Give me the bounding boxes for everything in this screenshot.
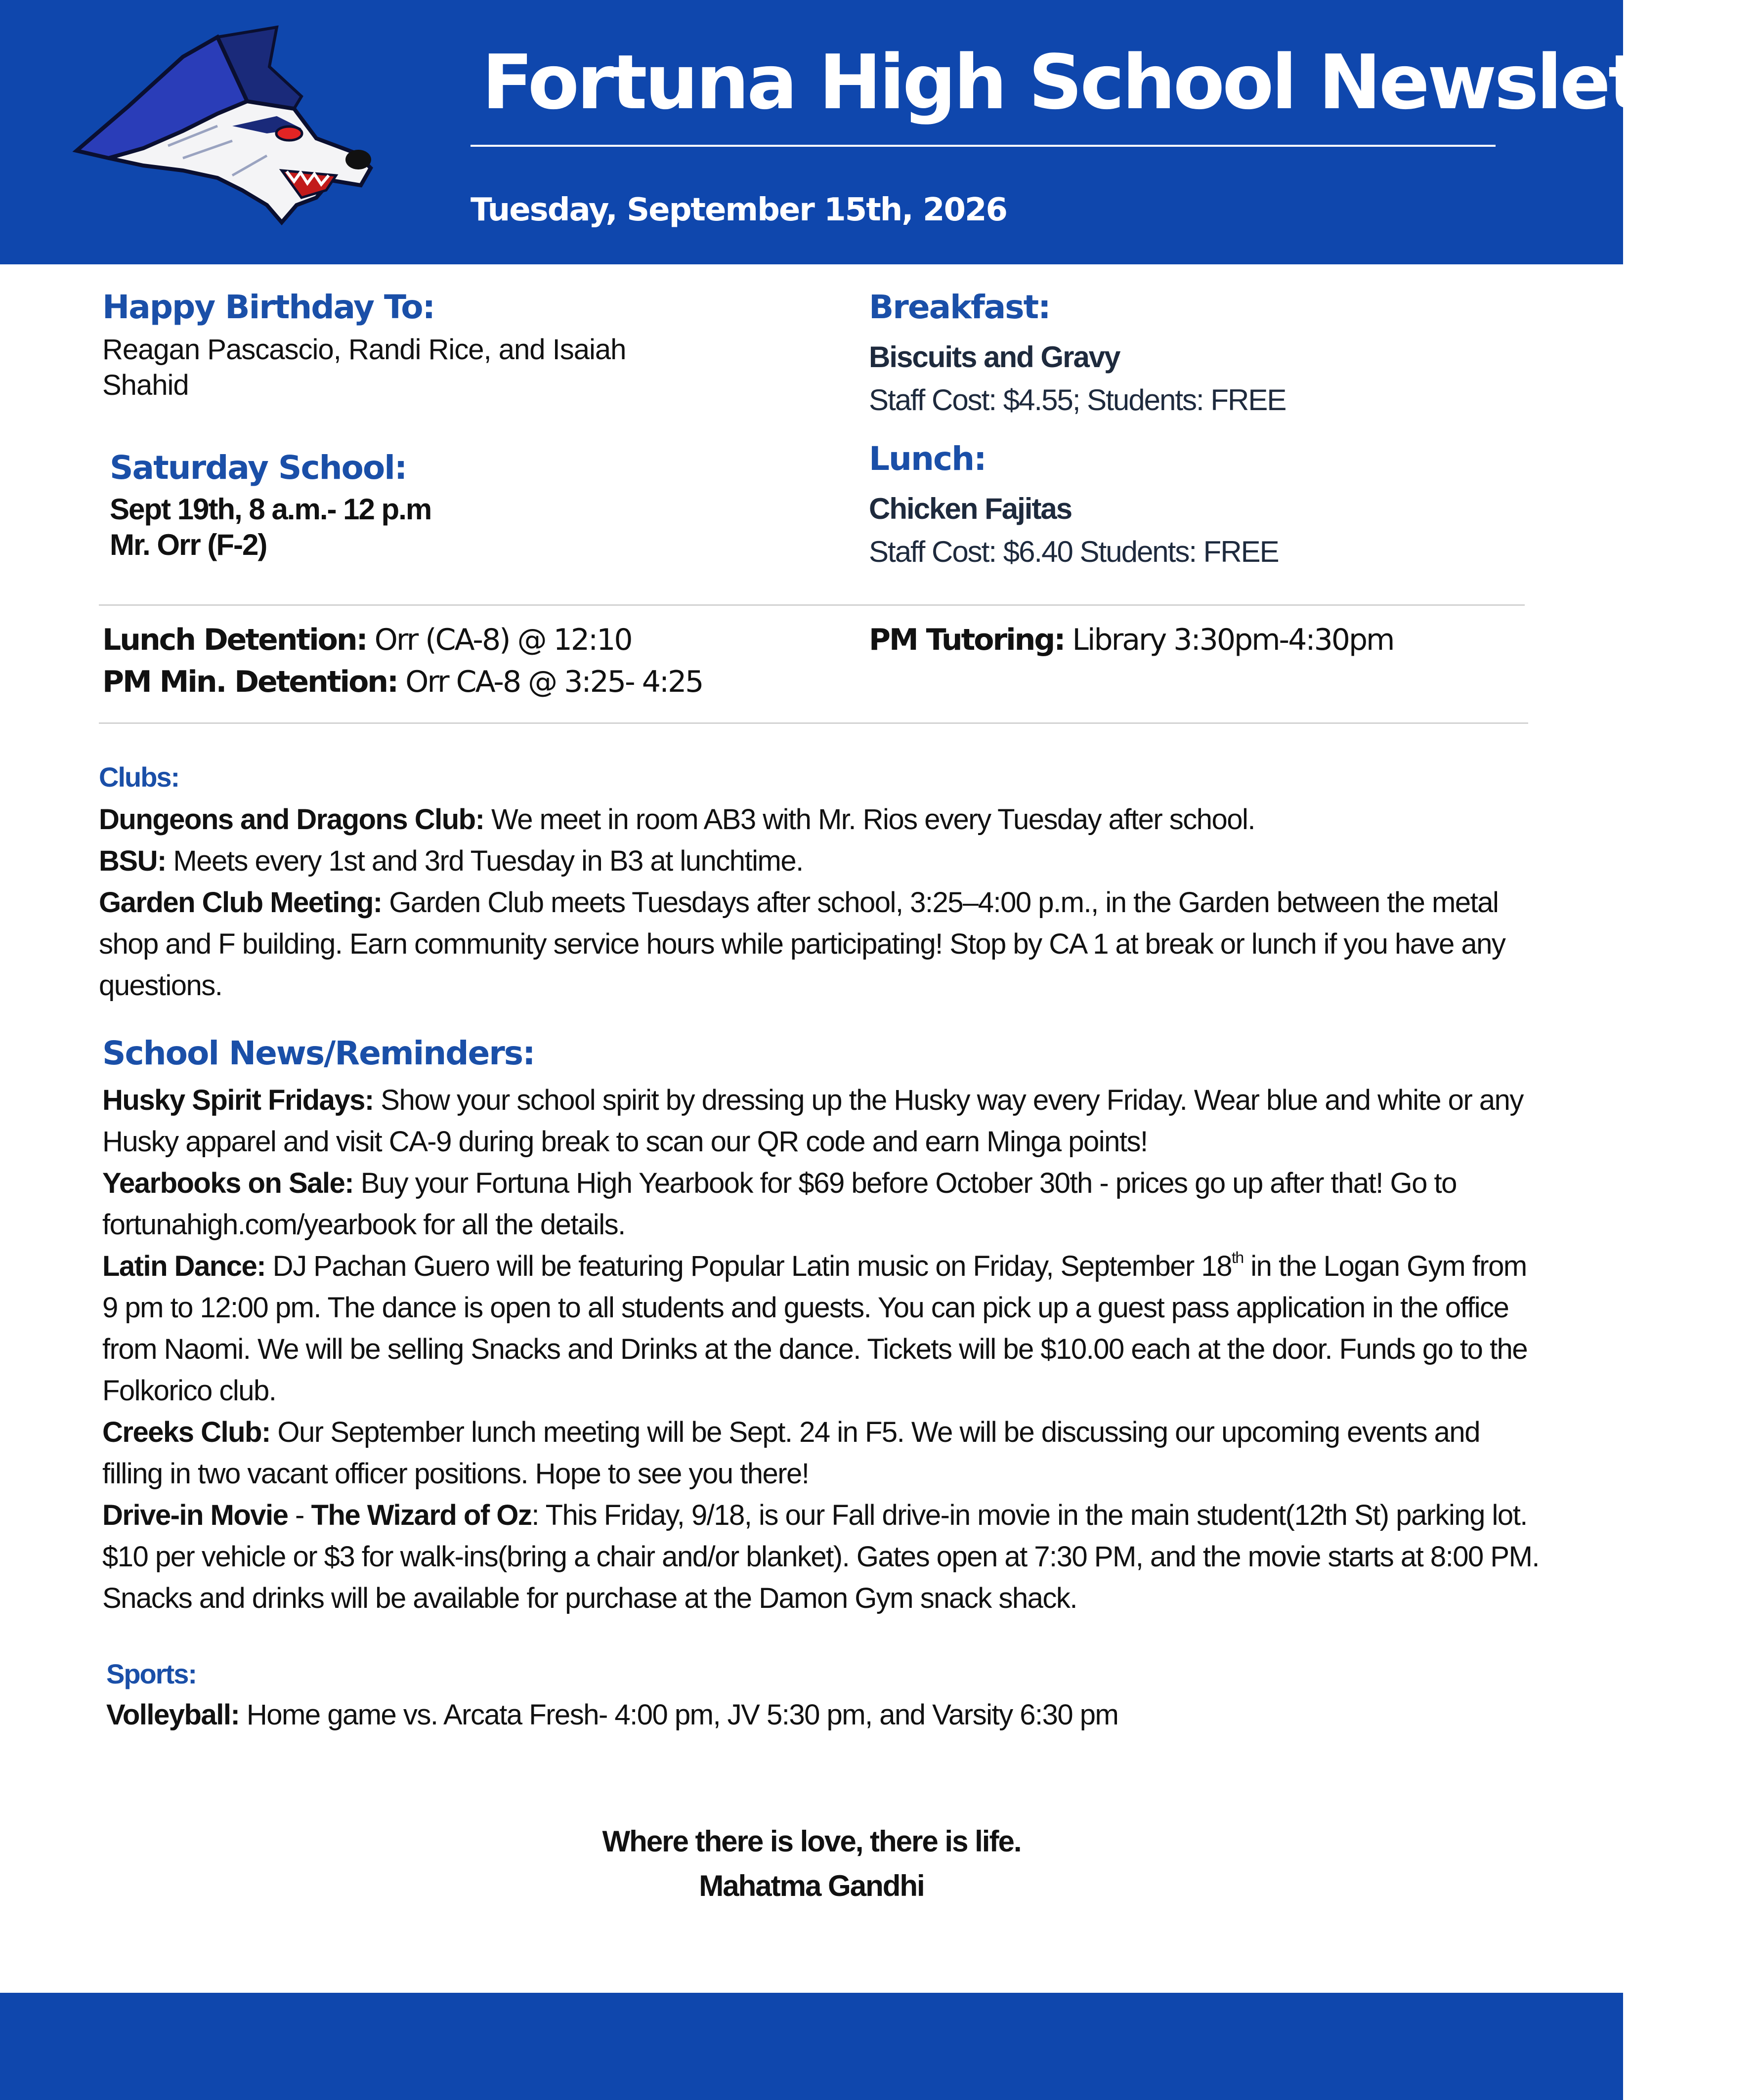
header-banner [0, 0, 1758, 264]
school-news-heading: School News/Reminders: [102, 1034, 535, 1072]
club-item-bsu [99, 840, 1542, 882]
news-text: Show your school spirit by dressing up the Husky way every Friday. Wear blue and white or any Husky apparel and visit CA-9 during break to scan our QR code and earn Minga points! [102, 1084, 1523, 1158]
saturday-school-time: Sept 19th, 8 a.m.- 12 p.m [110, 493, 431, 526]
sports-volleyball [106, 1698, 1118, 1731]
news-text: Buy your Fortuna High Yearbook for $69 before October 30th - prices go up after that! Go to fortunahigh.com/yearbook for all the details. [102, 1167, 1457, 1241]
news-item-movie [102, 1495, 1543, 1619]
birthday-names-line1: Reagan Pascascio, Randi Rice, and Isaiah [102, 334, 626, 366]
ordinal-suffix: th [1231, 1248, 1243, 1266]
title-divider [471, 145, 1496, 147]
sports-label: Volleyball: [106, 1699, 240, 1731]
club-label: Dungeons and Dragons Club: [99, 803, 484, 836]
quote-text: Where there is love, there is life. [602, 1825, 1021, 1858]
section-divider-bottom [99, 722, 1528, 724]
breakfast-item: Biscuits and Gravy [869, 340, 1120, 374]
club-item-garden [99, 882, 1542, 1007]
news-label: Yearbooks on Sale: [102, 1167, 354, 1199]
saturday-school-heading: Saturday School: [110, 449, 407, 487]
pm-tutoring-value: Library 3:30pm-4:30pm [1064, 623, 1394, 657]
clubs-heading: Clubs: [99, 761, 179, 793]
club-item-dnd [99, 799, 1542, 840]
news-item-latin-dance [102, 1246, 1543, 1412]
pm-detention-value: Orr CA-8 @ 3:25- 4:25 [397, 665, 703, 699]
footer-banner [0, 1993, 1623, 2100]
club-text: Garden Club meets Tuesdays after school, 3:25–4:00 p.m., in the Garden between the metal shop and F building. Earn community service hours while participating! Stop by CA 1 at break or lunch if you have any questions. [99, 886, 1505, 1002]
pm-min-detention [102, 665, 702, 699]
news-label: Creeks Club: [102, 1416, 270, 1448]
lunch-detention [102, 623, 632, 657]
section-divider-top [99, 604, 1525, 606]
news-text: DJ Pachan Guero will be featuring Popular Latin music on Friday, September 18 [265, 1250, 1232, 1282]
news-text: in the Logan Gym from 9 pm to 12:00 pm. The dance is open to all students and guests. You can pick up a guest pass application in the office from Naomi. We will be selling Snacks and Drinks at the dance. Tickets will be $10.00 each at the door. Funds go to the Folkorico club. [102, 1250, 1528, 1407]
saturday-school-teacher: Mr. Orr (F-2) [110, 528, 267, 561]
birthday-heading: Happy Birthday To: [102, 288, 435, 326]
sports-heading: Sports: [106, 1658, 196, 1689]
movie-title: The Wizard of Oz [311, 1499, 532, 1531]
news-label: Drive-in Movie [102, 1499, 288, 1531]
birthday-names-line2: Shahid [102, 369, 189, 401]
news-text: : This Friday, 9/18, is our Fall drive-in movie in the main student(12th St) parking lot. $10 per vehicle or $3 for walk-ins(bring a chair and/or blanket). Gates open at 7:30 PM, and the movie starts at 8:00 PM. Snacks and drinks will be available for purchase at the Damon Gym snack shack. [102, 1499, 1539, 1614]
sports-text: Home game vs. Arcata Fresh- 4:00 pm, JV 5:30 pm, and Varsity 6:30 pm [239, 1699, 1118, 1731]
husky-mascot-logo [69, 27, 376, 235]
lunch-cost: Staff Cost: $6.40 Students: FREE [869, 535, 1279, 568]
news-text: Our September lunch meeting will be Sept. 24 in F5. We will be discussing our upcoming events and filling in two vacant officer positions. Hope to see you there! [102, 1416, 1480, 1490]
news-item-creeks [102, 1412, 1543, 1495]
club-label: Garden Club Meeting: [99, 886, 382, 919]
news-separator: - [288, 1499, 311, 1531]
news-label: Husky Spirit Fridays: [102, 1084, 374, 1116]
pm-tutoring [869, 623, 1393, 657]
club-label: BSU: [99, 845, 166, 877]
breakfast-heading: Breakfast: [869, 288, 1050, 326]
clubs-list [99, 799, 1542, 1007]
club-text: We meet in room AB3 with Mr. Rios every Tuesday after school. [484, 803, 1255, 836]
lunch-detention-label: Lunch Detention: [102, 623, 367, 657]
lunch-heading: Lunch: [869, 440, 986, 478]
quote-author: Mahatma Gandhi [699, 1869, 924, 1902]
lunch-detention-value: Orr (CA-8) @ 12:10 [366, 623, 632, 657]
newsletter-date: Tuesday, September 15th, 2026 [471, 192, 1007, 228]
lunch-item: Chicken Fajitas [869, 492, 1072, 525]
news-item-yearbook [102, 1163, 1543, 1246]
news-item-spirit [102, 1080, 1543, 1163]
club-text: Meets every 1st and 3rd Tuesday in B3 at lunchtime. [166, 845, 803, 877]
newsletter-title: Fortuna High School Newsletter [482, 39, 1758, 126]
news-label: Latin Dance: [102, 1250, 266, 1282]
breakfast-cost: Staff Cost: $4.55; Students: FREE [869, 383, 1286, 417]
pm-tutoring-label: PM Tutoring: [869, 623, 1065, 657]
school-news-list [102, 1080, 1543, 1619]
pm-detention-label: PM Min. Detention: [102, 665, 398, 699]
